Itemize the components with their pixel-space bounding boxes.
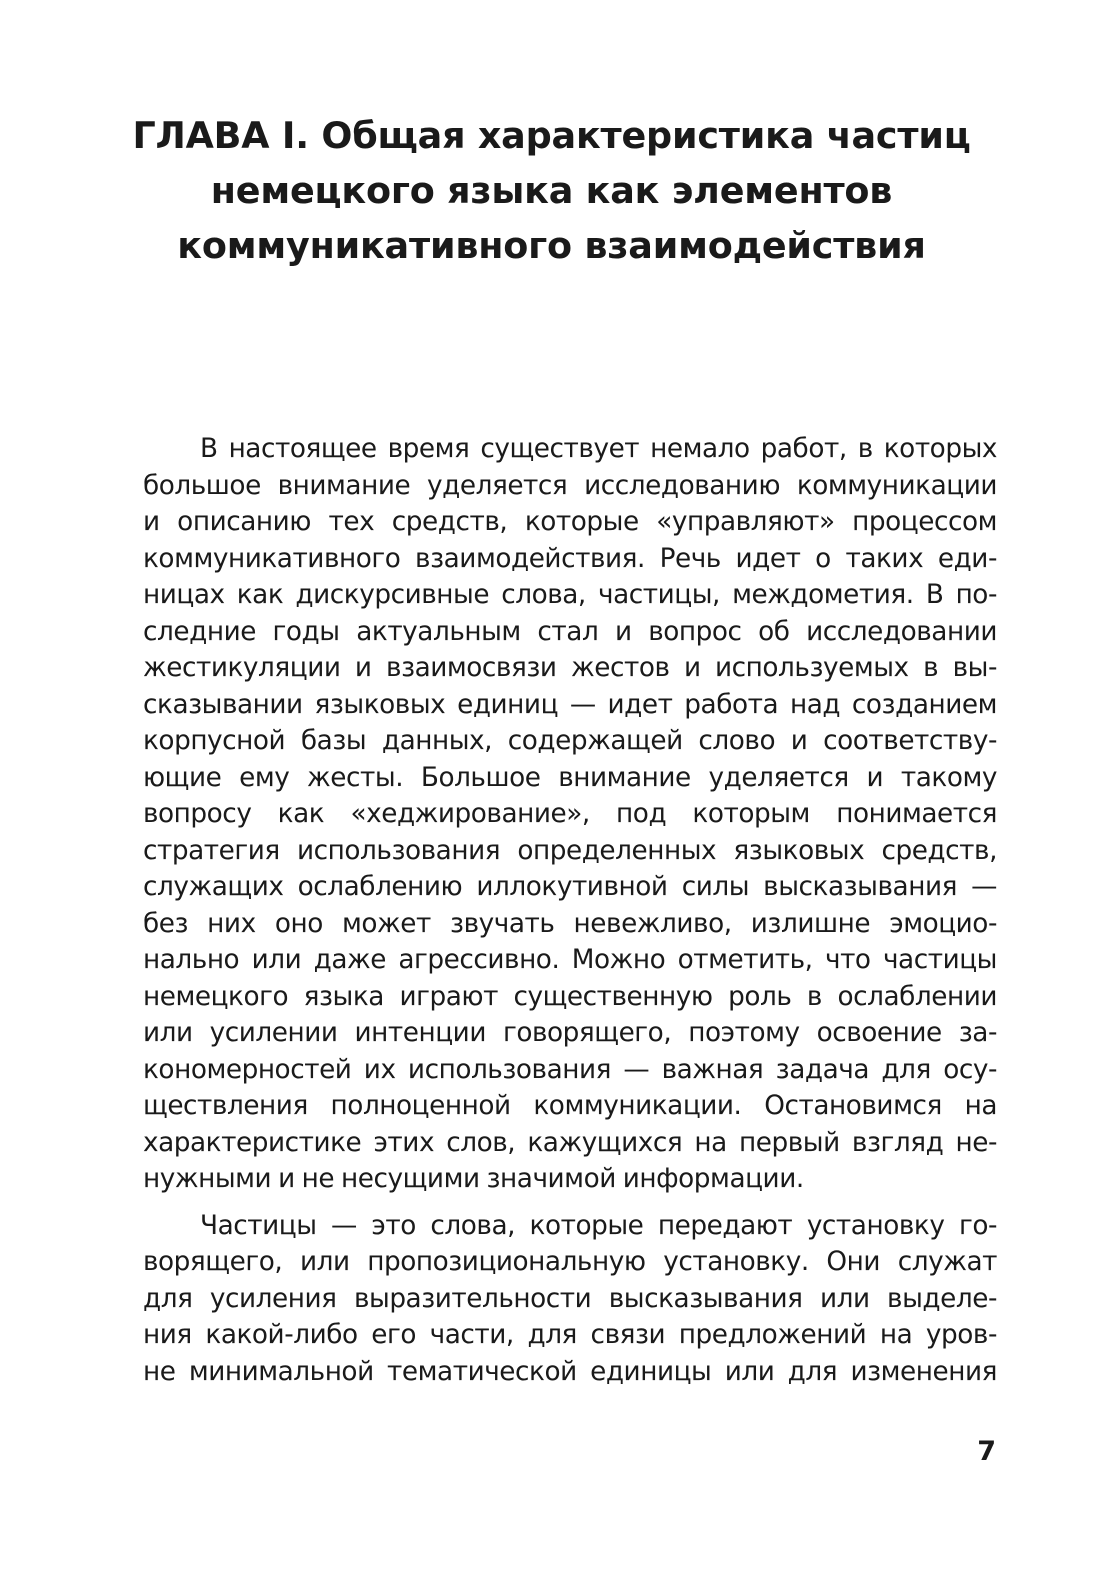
text-line: кономерностей их использования — важная задача для осу- [143,1054,997,1085]
text-line: корпусной базы данных, содержащей слово и соответству- [143,726,997,756]
text-line: нально или даже агрессивно. Можно отметить, что частицы [143,945,997,975]
chapter-title-line: немецкого языка как элементов [210,169,893,212]
text-line: ницах как дискурсивные слова, частицы, междометия. В по- [143,580,997,610]
paragraph-1 [143,431,997,1198]
text-line: ния какой-либо его части, для связи предложений на уров- [143,1320,997,1350]
text-line: ществления полноценной коммуникации. Остановимся на [143,1091,997,1121]
text-line: вопросу как «хеджирование», под которым понимается [143,799,997,829]
text-line: служащих ослаблению иллокутивной силы высказывания — [143,872,997,902]
text-line: ющие ему жесты. Большое внимание уделяется и такому [143,762,997,793]
text-line: без них оно может звучать невежливо, излишне эмоцио- [143,908,997,939]
text-line: характеристике этих слов, кажущихся на первый взгляд не- [143,1127,997,1158]
text-line: не минимальной тематической единицы или для изменения [143,1356,997,1387]
text-line: коммуникативного взаимодействия. Речь идет о таких еди- [143,543,997,574]
page-number: 7 [977,1436,996,1467]
text-line: Частицы — это слова, которые передают установку го- [200,1210,997,1241]
text-line: В настоящее время существует немало работ, в которых [200,434,997,464]
paragraph-2 [143,1208,997,1391]
text-line: стратегия использования определенных языковых средств, [143,835,997,866]
chapter-title-line: коммуникативного взаимодействия [177,224,926,267]
text-line: сказывании языковых единиц — идет работа над созданием [143,689,997,720]
text-line: немецкого языка играют существенную роль в ослаблении [143,981,997,1012]
text-line: большое внимание уделяется исследованию коммуникации [143,470,997,501]
text-line: и описанию тех средств, которые «управляют» процессом [143,507,997,537]
text-line: жестикуляции и взаимосвязи жестов и используемых в вы- [143,653,997,683]
text-line: нужными и не несущими значимой информации. [143,1164,804,1194]
text-line: или усилении интенции говорящего, поэтому освоение за- [143,1018,997,1048]
chapter-title-line: ГЛАВА I. Общая характеристика частиц [132,114,971,157]
body-text [143,431,997,1390]
chapter-title [100,108,1003,273]
text-line: следние годы актуальным стал и вопрос об исследовании [143,616,997,647]
text-line: ворящего, или пропозициональную установку. Они служат [143,1247,997,1277]
text-line: для усиления выразительности высказывания или выделе- [143,1283,997,1314]
